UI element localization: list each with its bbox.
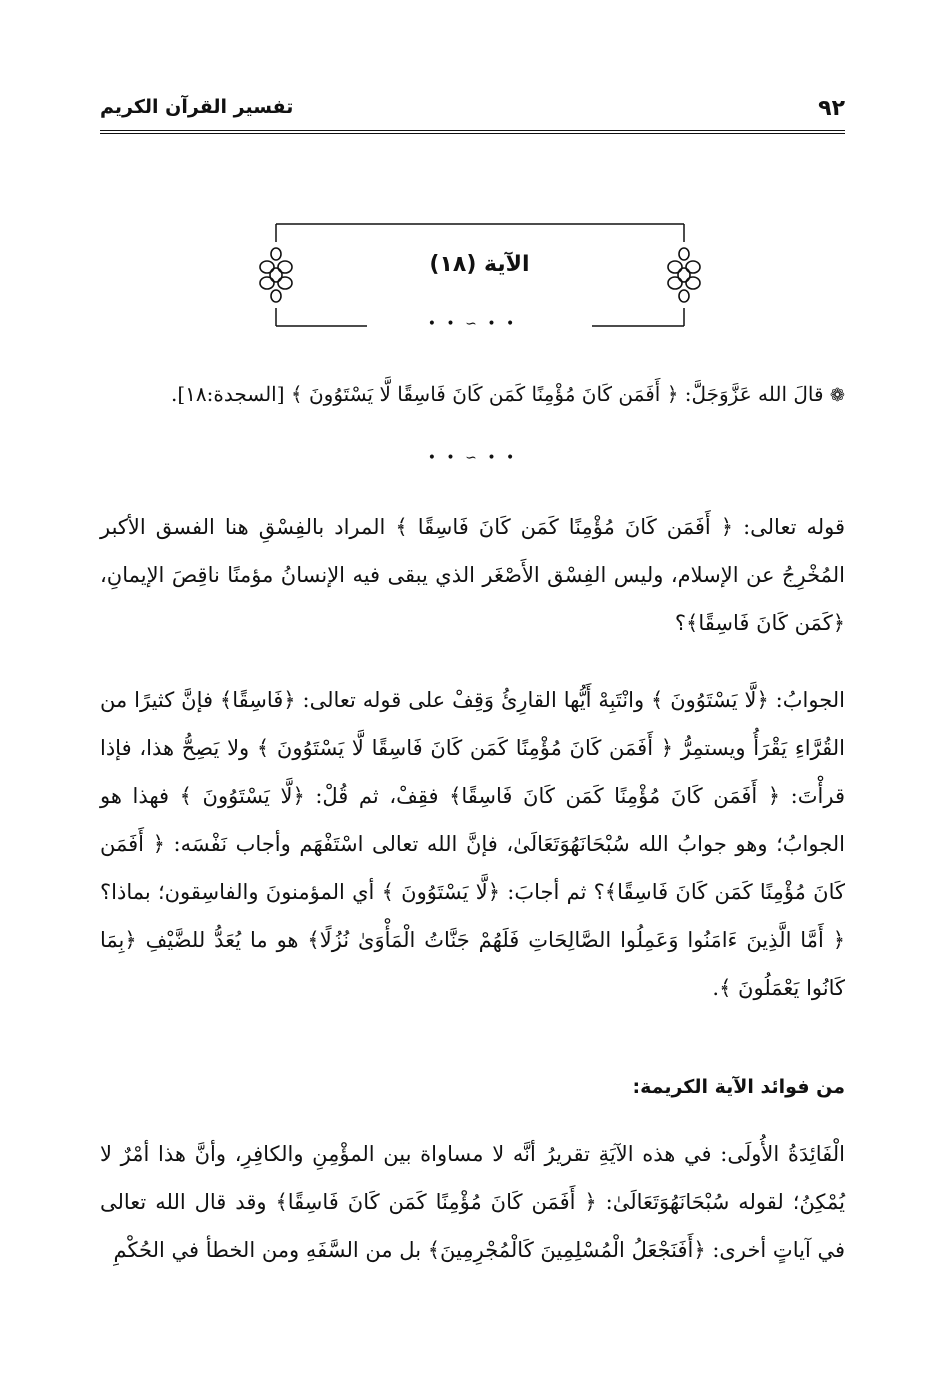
header-rule [100, 130, 845, 134]
paragraph-1: قوله تعالى: ﴿ أَفَمَن كَانَ مُؤْمِنًا كَمَن كَانَ فَاسِقًا ﴾ المراد بالفِسْقِ هنا الفسق الأكبر المُخْرِجُ عن الإسلام، وليس الفِسْق الأَصْغَر الذي يبقى فيه الإنسانُ مؤمنًا ناقِصَ الإيمانِ، ﴿كَمَن كَانَ فَاسِقًا﴾؟ [100, 515, 845, 635]
section-heading: من فوائد الآية الكريمة: [632, 1076, 845, 1098]
ayah-title: الآية (١٨) [429, 252, 530, 277]
running-header [100, 92, 845, 132]
ornament-separator: • • ∽ • • [427, 316, 518, 332]
paragraph-3: الْفَائِدَةُ الأُولَى: في هذه الآيَةِ تقريرُ أنَّه لا مساواة بين المؤْمِنِ والكافِرِ، وأنَّ هذا أمْرٌ لا يُمْكِنُ؛ لقوله سُبْحَانَهُوَتَعَالَىٰ: ﴿ أَفَمَن كَانَ مُؤْمِنًا كَمَن كَانَ فَاسِقًا﴾ وقد قال الله تعالى في آياتٍ أخرى: ﴿أَفَنَجْعَلُ الْمُسْلِمِينَ كَالْمُجْرِمِينَ﴾ بل من السَّفَهِ ومن الخطأ في الحُكْمِ [100, 1142, 845, 1262]
paragraph-2: الجوابُ: ﴿لَّا يَسْتَوُونَ ﴾ وانْتَبِهْ أَيُّها القارِئُ وَقِفْ على قوله تعالى: ﴿فَاسِقًا﴾ فإنَّ كثيرًا من القُرَّاءِ يَقْرَأُ ويستمِرُّ ﴿ أَفَمَن كَانَ مُؤْمِنًا كَمَن كَانَ فَاسِقًا لَّا يَسْتَوُونَ ﴾ ولا يَصِحُّ هذا، فإذا قرأْتَ: ﴿ أَفَمَن كَانَ مُؤْمِنًا كَمَن كَانَ فَاسِقًا﴾ فقِفْ، ثم قُلْ: ﴿لَّا يَسْتَوُونَ ﴾ فهذا هو الجوابُ؛ وهو جوابُ الله سُبْحَانَهُوَتَعَالَىٰ، فإنَّ الله تعالى اسْتَفْهَم وأجاب نَفْسَه: ﴿ أَفَمَن كَانَ مُؤْمِنًا كَمَن كَانَ فَاسِقًا﴾؟ ثم أجابَ: ﴿لَّا يَسْتَوُونَ ﴾ أي المؤمنونَ والفاسِقون؛ بماذا؟ ﴿ أَمَّا الَّذِينَ ءَامَنُوا وَعَمِلُوا الصَّالِحَاتِ فَلَهُمْ جَنَّاتُ الْمَأْوَىٰ نُزُلًا﴾ هو ما يُعَدُّ للضَّيْفِ ﴿بِمَا كَانُوا يَعْمَلُونَ ﴾. [100, 688, 845, 1000]
ayah-quote-text: قالَ الله عَزَّوَجَلَّ: ﴿ أَفَمَن كَانَ مُؤْمِنًا كَمَن كَانَ فَاسِقًا لَّا يَسْتَوُونَ ﴾ [السجدة:١٨]. [170, 382, 824, 406]
page-number: ٩٢ [818, 96, 845, 121]
ayah-quote [100, 374, 845, 416]
book-title: تفسير القرآن الكريم [100, 96, 294, 118]
flower-icon: ❁ [829, 385, 845, 406]
ornament-separator: • • ∽ • • [427, 450, 518, 466]
